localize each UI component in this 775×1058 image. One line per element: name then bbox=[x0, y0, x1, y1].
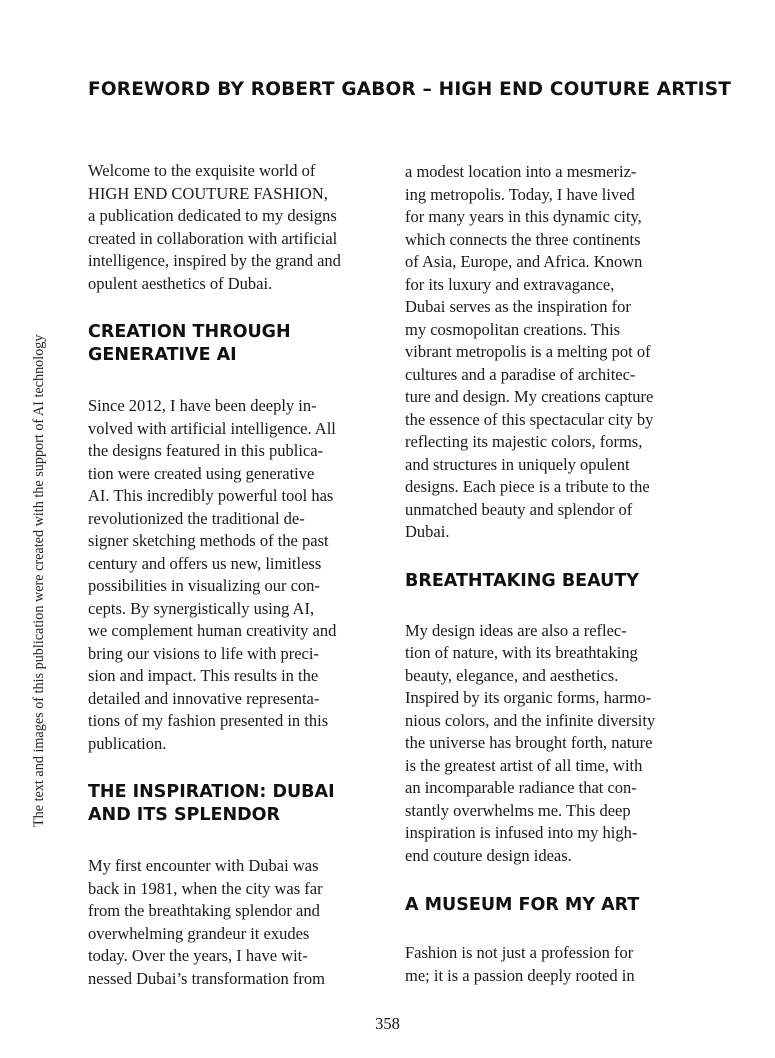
text-line: back in 1981, when the city was far bbox=[88, 878, 323, 898]
section-heading-inspiration bbox=[88, 781, 368, 827]
text-line: today. Over the years, I have wit- bbox=[88, 946, 308, 965]
text-line: my cosmopolitan creations. This bbox=[405, 319, 621, 339]
text-line: end couture design ideas. bbox=[405, 845, 572, 865]
text-line: and structures in uniquely opulent bbox=[405, 454, 630, 474]
text-line: we complement human creativity and bbox=[88, 621, 337, 640]
text-line: revolutionized the traditional de- bbox=[88, 508, 305, 528]
text-line: bring our visions to life with preci- bbox=[88, 643, 319, 663]
intro-paragraph bbox=[88, 160, 368, 295]
text-line: beauty, elegance, and aesthetics. bbox=[405, 665, 619, 685]
text-line: detailed and innovative representa- bbox=[88, 688, 320, 708]
beauty-paragraph bbox=[405, 620, 690, 868]
heading-line: THE INSPIRATION: DUBAI bbox=[88, 782, 335, 802]
text-line: signer sketching methods of the past bbox=[88, 531, 329, 550]
text-line: inspiration is infused into my high- bbox=[405, 823, 638, 842]
heading-line: CREATION THROUGH bbox=[88, 322, 291, 342]
text-line: Dubai. bbox=[405, 522, 450, 541]
text-line: the designs featured in this publica- bbox=[88, 441, 324, 460]
text-line: Since 2012, I have been deeply in- bbox=[88, 396, 317, 415]
text-line: volved with artificial intelligence. All bbox=[88, 418, 336, 438]
text-line: tion of nature, with its breathtaking bbox=[405, 643, 638, 662]
creation-paragraph bbox=[88, 395, 368, 755]
heading-line: GENERATIVE AI bbox=[88, 345, 237, 365]
text-line: for many years in this dynamic city, bbox=[405, 207, 642, 226]
text-line: century and offers us new, limitless bbox=[88, 553, 322, 573]
text-line: HIGH END COUTURE FASHION, bbox=[88, 183, 328, 203]
text-line: reflecting its majestic colors, forms, bbox=[405, 432, 643, 451]
text-line: tions of my fashion presented in this bbox=[88, 711, 329, 730]
text-line: tion were created using generative bbox=[88, 463, 315, 483]
text-line: which connects the three continents bbox=[405, 229, 641, 249]
text-line: sion and impact. This results in the bbox=[88, 666, 319, 685]
page-number: 358 bbox=[375, 1014, 400, 1033]
inspiration-paragraph bbox=[88, 855, 368, 990]
text-line: opulent aesthetics of Dubai. bbox=[88, 273, 273, 293]
text-line: is the greatest artist of all time, with bbox=[405, 755, 643, 775]
text-line: AI. This incredibly powerful tool has bbox=[88, 486, 334, 505]
text-line: Welcome to the exquisite world of bbox=[88, 161, 316, 180]
text-line: a modest location into a mesmeriz- bbox=[405, 162, 637, 181]
text-line: for its luxury and extravagance, bbox=[405, 274, 615, 294]
text-line: a publication dedicated to my designs bbox=[88, 206, 337, 225]
text-line: cepts. By synergistically using AI, bbox=[88, 598, 315, 618]
text-line: from the breathtaking splendor and bbox=[88, 901, 320, 920]
section-heading-creation bbox=[88, 321, 368, 367]
text-line: My first encounter with Dubai was bbox=[88, 856, 319, 875]
text-line: an incomparable radiance that con- bbox=[405, 778, 637, 797]
text-line: the essence of this spectacular city by bbox=[405, 409, 654, 429]
section-heading-beauty: BREATHTAKING BEAUTY bbox=[405, 570, 639, 591]
text-line: nessed Dubai’s transformation from bbox=[88, 968, 325, 988]
museum-paragraph bbox=[405, 942, 690, 987]
left-column bbox=[88, 160, 368, 990]
text-line: Inspired by its organic forms, harmo- bbox=[405, 688, 652, 707]
text-line: Dubai serves as the inspiration for bbox=[405, 297, 631, 316]
text-line: nious colors, and the infinite diversity bbox=[405, 710, 656, 730]
text-line: designs. Each piece is a tribute to the bbox=[405, 477, 650, 496]
text-line: possibilities in visualizing our con- bbox=[88, 576, 320, 595]
text-line: created in collaboration with artificial bbox=[88, 228, 338, 248]
text-line: stantly overwhelms me. This deep bbox=[405, 800, 631, 820]
right-column bbox=[405, 161, 690, 987]
text-line: Fashion is not just a profession for bbox=[405, 943, 634, 962]
text-line: ture and design. My creations capture bbox=[405, 387, 654, 406]
text-line: vibrant metropolis is a melting pot of bbox=[405, 342, 651, 361]
text-line: the universe has brought forth, nature bbox=[405, 733, 653, 752]
text-line: intelligence, inspired by the grand and bbox=[88, 251, 341, 270]
section-heading-museum: A MUSEUM FOR MY ART bbox=[405, 895, 640, 915]
text-line: unmatched beauty and splendor of bbox=[405, 499, 633, 519]
page-title: FOREWORD BY ROBERT GABOR – HIGH END COUTURE ARTIST bbox=[88, 79, 732, 100]
text-line: publication. bbox=[88, 733, 167, 753]
heading-line: AND ITS SPLENDOR bbox=[88, 805, 281, 825]
text-line: cultures and a paradise of architec- bbox=[405, 364, 636, 384]
text-line: of Asia, Europe, and Africa. Known bbox=[405, 252, 643, 271]
text-line: My design ideas are also a reflec- bbox=[405, 620, 627, 640]
text-line: overwhelming grandeur it exudes bbox=[88, 923, 310, 943]
ai-disclaimer-note: The text and images of this publication were created with the support of AI technology bbox=[31, 334, 47, 827]
text-line: ing metropolis. Today, I have lived bbox=[405, 184, 635, 204]
text-line: me; it is a passion deeply rooted in bbox=[405, 965, 635, 985]
inspiration-paragraph-continued bbox=[405, 161, 690, 544]
